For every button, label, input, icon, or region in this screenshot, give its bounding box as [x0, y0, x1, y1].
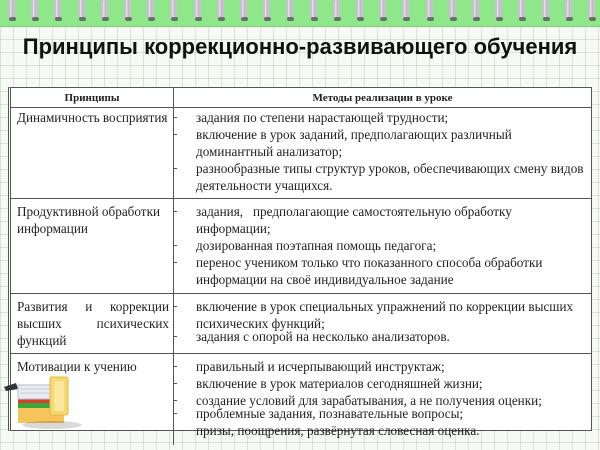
- spiral-ring: [286, 0, 293, 20]
- spiral-ring: [495, 0, 502, 20]
- spiral-ring: [124, 0, 131, 20]
- principle-cell: Динамичность восприятия: [11, 108, 174, 199]
- spiral-ring: [240, 0, 247, 20]
- principle-cell: Мотивации к учению: [11, 354, 174, 446]
- spiral-ring: [217, 0, 224, 20]
- header-methods: Методы реализации в уроке: [174, 88, 592, 108]
- method-item: задания, предполагающие самостоятельную обработку информации;: [196, 203, 589, 237]
- table-header-row: [11, 88, 591, 108]
- book-icon: [4, 375, 84, 430]
- spiral-ring: [518, 0, 525, 20]
- methods-cell: [174, 354, 592, 446]
- spiral-ring: [542, 0, 549, 20]
- spiral-ring: [8, 0, 15, 20]
- method-item: создание условий для зарабатывания, а не получения оценки;: [196, 392, 589, 409]
- method-item: призы, поощрения, развёрнутая словесная оценка.: [196, 422, 589, 439]
- table-row: [11, 199, 591, 294]
- spiral-ring: [588, 0, 595, 20]
- spiral-ring: [310, 0, 317, 20]
- spiral-ring: [333, 0, 340, 20]
- spiral-ring: [472, 0, 479, 20]
- spiral-ring: [565, 0, 572, 20]
- method-item: правильный и исчерпывающий инструктаж;: [196, 358, 589, 375]
- methods-cell: [174, 199, 592, 294]
- spiral-ring: [170, 0, 177, 20]
- method-item: проблемные задания, познавательные вопросы;: [196, 405, 589, 422]
- table-row: [11, 108, 591, 199]
- table-row: [11, 294, 591, 354]
- spiral-ring: [402, 0, 409, 20]
- spiral-ring: [54, 0, 61, 20]
- principle-cell: Продуктивной обработки информации: [11, 199, 174, 294]
- spiral-ring: [31, 0, 38, 20]
- spiral-ring: [147, 0, 154, 20]
- table-row: [11, 354, 591, 446]
- method-item: задания по степени нарастающей трудности;: [196, 109, 589, 126]
- spiral-ring: [356, 0, 363, 20]
- methods-cell: [174, 294, 592, 354]
- method-item: перенос учеником только что показанного способа обработки информации на своё индивидуальное задание: [196, 254, 589, 288]
- method-item: включение в урок специальных упражнений по коррекции высших психических функций;: [196, 298, 589, 332]
- method-item: включение в урок материалов сегодняшней жизни;: [196, 375, 589, 392]
- method-item: разнообразные типы структур уроков, обеспечивающих смену видов деятельности учащихся.: [196, 160, 589, 194]
- spiral-ring: [263, 0, 270, 20]
- method-item: дозированная поэтапная помощь педагога;: [196, 237, 589, 254]
- spiral-ring: [194, 0, 201, 20]
- slide-title: Принципы коррекционно-развивающего обучения: [22, 34, 578, 59]
- spiral-binding: [0, 0, 600, 26]
- spiral-ring: [78, 0, 85, 20]
- spiral-ring: [426, 0, 433, 20]
- method-item: задания с опорой на несколько анализаторов.: [196, 328, 589, 345]
- spiral-ring: [379, 0, 386, 20]
- header-principles: Принципы: [11, 88, 174, 108]
- spiral-ring: [449, 0, 456, 20]
- methods-cell: [174, 108, 592, 199]
- principle-cell: Развития и коррекции высших психических функций: [11, 294, 174, 354]
- method-item: включение в урок заданий, предполагающих различный доминантный анализатор;: [196, 126, 589, 160]
- spiral-ring: [101, 0, 108, 20]
- principles-table: [8, 87, 592, 438]
